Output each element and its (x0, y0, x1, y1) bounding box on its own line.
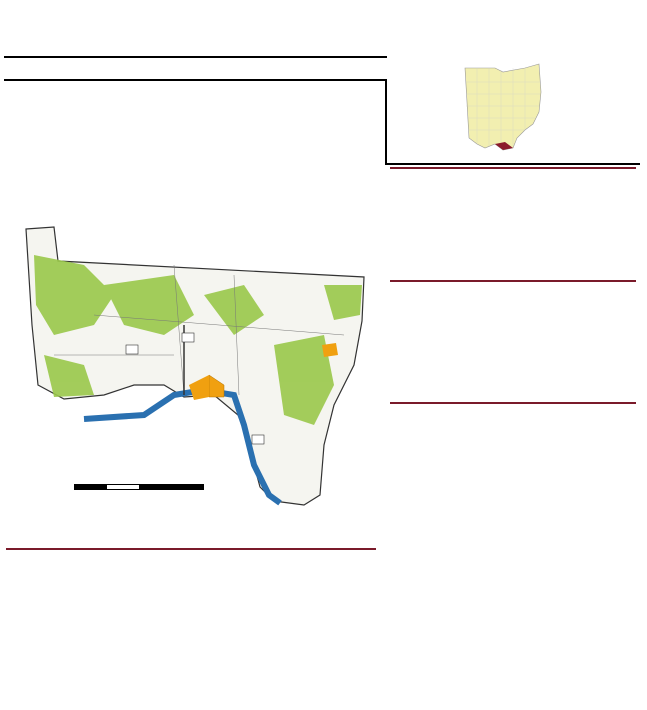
population-section (6, 548, 376, 550)
established-label (8, 94, 132, 107)
land-use-section (390, 280, 636, 282)
county-map (24, 225, 386, 520)
divider (390, 280, 636, 282)
seat-label (8, 135, 132, 149)
population-label (8, 109, 132, 122)
divider (385, 163, 640, 165)
places-section (390, 402, 636, 407)
county-info (8, 94, 186, 162)
population-chart (378, 552, 640, 700)
divider (4, 56, 387, 58)
divider (385, 79, 387, 165)
divider (390, 167, 636, 169)
area-label (8, 122, 132, 135)
scale-bar (74, 484, 204, 490)
named-label (8, 149, 132, 162)
divider (6, 548, 376, 550)
taxes-section (390, 167, 636, 169)
ohio-locator-map (455, 62, 555, 162)
divider (4, 79, 387, 81)
area-value (132, 122, 186, 135)
divider (390, 402, 636, 404)
